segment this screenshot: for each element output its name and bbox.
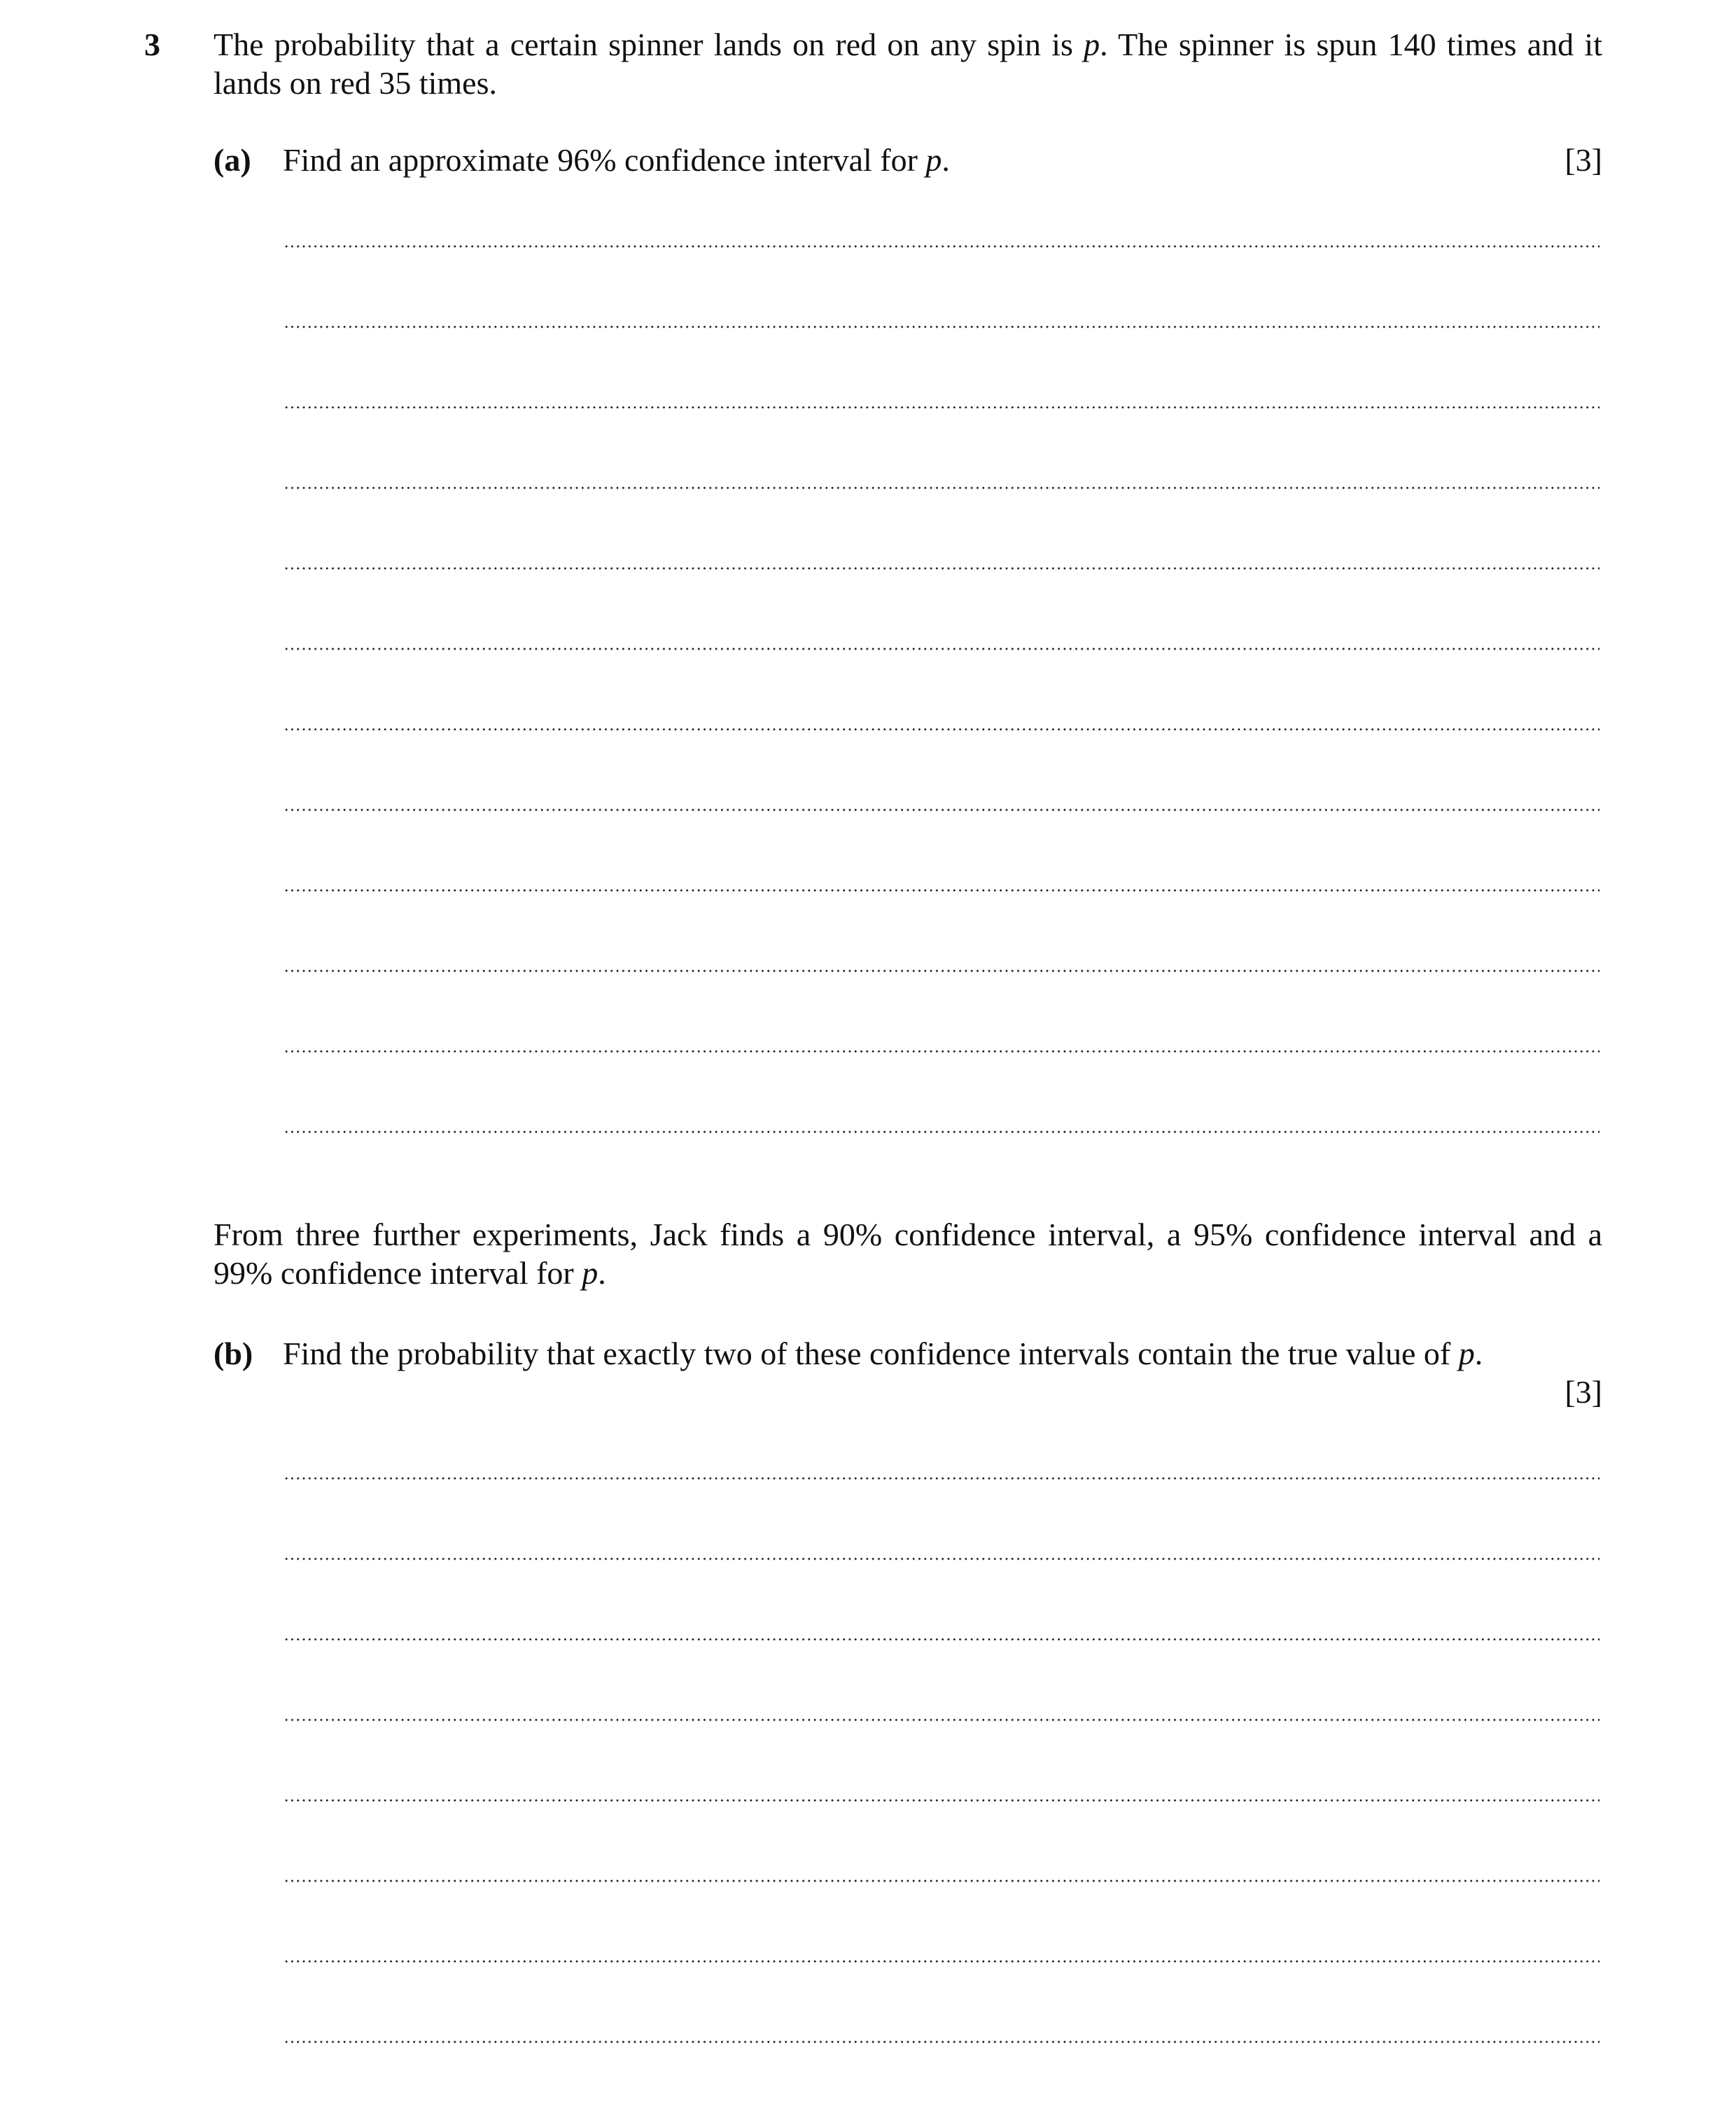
context-paragraph xyxy=(214,1215,1602,1292)
part-b-answer-line[interactable] xyxy=(284,1638,1600,1641)
stem-text-before: The probability that a certain spinner lands on red on any spin is xyxy=(214,27,1084,62)
part-b-answer-line[interactable] xyxy=(284,2040,1600,2043)
context-variable: p xyxy=(582,1255,598,1291)
part-b-text-before: Find the probability that exactly two of these confidence intervals contain the true value of xyxy=(283,1336,1459,1371)
part-a-answer-line[interactable] xyxy=(284,486,1600,489)
part-b-answer-line[interactable] xyxy=(284,1558,1600,1560)
part-a-answer-line[interactable] xyxy=(284,728,1600,731)
part-b-answer-line[interactable] xyxy=(284,1718,1600,1721)
part-b-variable: p xyxy=(1458,1336,1475,1371)
part-a-answer-line[interactable] xyxy=(284,1050,1600,1053)
part-a-answer-line[interactable] xyxy=(284,245,1600,248)
part-b-text-after: . xyxy=(1474,1336,1483,1371)
stem-text-after: . The spinner is spun 140 times and it lands on red 35 times. xyxy=(214,27,1602,101)
part-a-answer-line[interactable] xyxy=(284,406,1600,409)
part-a-answer-line[interactable] xyxy=(284,889,1600,892)
part-a-text xyxy=(283,141,950,179)
part-a-answer-line[interactable] xyxy=(284,1130,1600,1133)
part-b-answer-line[interactable] xyxy=(284,1879,1600,1882)
question-stem xyxy=(214,25,1602,102)
part-a-text-after: . xyxy=(941,142,950,178)
part-a-marks: [3] xyxy=(1564,142,1602,178)
part-a-answer-line[interactable] xyxy=(284,969,1600,972)
part-a-label: (a) xyxy=(214,142,251,178)
part-b-answer-line[interactable] xyxy=(284,1477,1600,1480)
part-b-answer-area[interactable] xyxy=(284,1477,1600,2121)
part-a-answer-area[interactable] xyxy=(284,245,1600,1211)
context-text-after: . xyxy=(598,1255,606,1291)
part-b-text xyxy=(283,1334,1483,1373)
context-text-before: From three further experiments, Jack finds a 90% confidence interval, a 95% confidence interval and a 99% confidence interval for xyxy=(214,1217,1602,1291)
part-b-label: (b) xyxy=(214,1336,253,1371)
stem-variable: p xyxy=(1084,27,1100,62)
part-a-answer-line[interactable] xyxy=(284,567,1600,570)
part-b-marks: [3] xyxy=(1564,1374,1602,1410)
part-a-answer-line[interactable] xyxy=(284,808,1600,811)
part-a-answer-line[interactable] xyxy=(284,326,1600,328)
part-b-answer-line[interactable] xyxy=(284,1960,1600,1963)
part-a-variable: p xyxy=(925,142,942,178)
part-b-answer-line[interactable] xyxy=(284,1799,1600,1802)
question-number: 3 xyxy=(144,27,160,62)
part-a-answer-line[interactable] xyxy=(284,648,1600,650)
part-a-text-before: Find an approximate 96% confidence interval for xyxy=(283,142,926,178)
